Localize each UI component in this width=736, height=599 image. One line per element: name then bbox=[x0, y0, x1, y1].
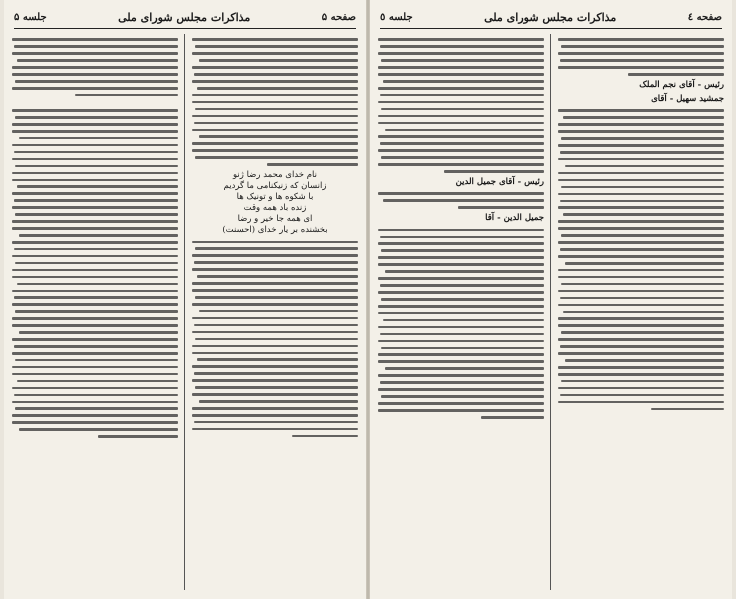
right-page-column-left bbox=[378, 34, 544, 590]
left-page-column-rule bbox=[184, 34, 185, 590]
speaker-heading: رئیس - آقای نجم الملک bbox=[639, 79, 724, 90]
right-page bbox=[370, 0, 732, 599]
right-page-header bbox=[380, 6, 722, 29]
right-page-session: جلسه ٥ bbox=[380, 11, 413, 23]
speaker-heading: جمیل الدین - آقا bbox=[485, 213, 544, 224]
right-page-column-right bbox=[558, 34, 724, 590]
poem-line: بخشنده بر یار خدای (احسنت) bbox=[222, 225, 328, 236]
left-page-column-right bbox=[192, 34, 358, 590]
left-page bbox=[4, 0, 366, 599]
left-page-number: صفحه ۵ bbox=[321, 11, 356, 23]
left-page-column-left bbox=[12, 34, 178, 590]
right-page-column-rule bbox=[550, 34, 551, 590]
right-page-number: صفحه ٤ bbox=[687, 11, 722, 23]
left-page-title: مذاکرات مجلس شورای ملی bbox=[118, 10, 251, 24]
poem-block bbox=[192, 170, 358, 236]
right-page-title: مذاکرات مجلس شورای ملی bbox=[484, 10, 617, 24]
poem-line: زنده باد همه وقت bbox=[243, 203, 307, 214]
poem-line: زانسان که زنیکنامی ما گردیم bbox=[223, 181, 327, 192]
left-page-header bbox=[14, 6, 356, 29]
poem-line: نام خدای محمد رضا ژنو bbox=[233, 170, 317, 181]
poem-line: ای همه جا خیر و رضا bbox=[237, 214, 313, 225]
poem-line: با شکوه ها و تونیک ها bbox=[236, 192, 314, 203]
speaker-heading: رئیس - آقای جمیل الدین bbox=[455, 177, 544, 188]
left-page-session: جلسه ۵ bbox=[14, 11, 47, 23]
speaker-heading: جمشید سهیل - آقای bbox=[651, 93, 724, 104]
